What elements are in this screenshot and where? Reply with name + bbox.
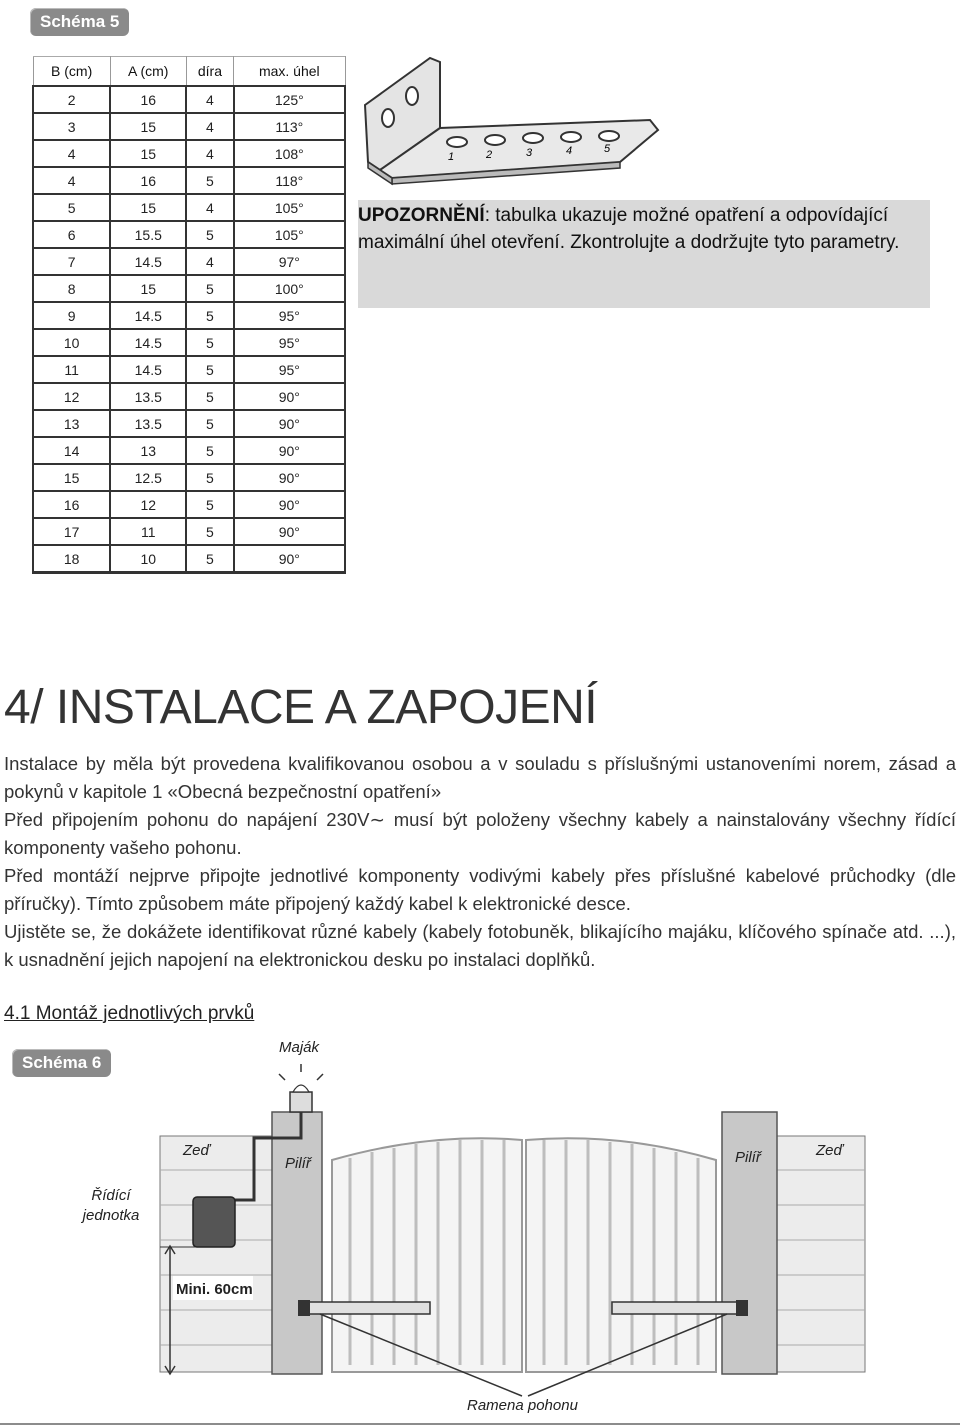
cell-hole: 5	[186, 464, 233, 491]
cell-max-angle: 90°	[234, 491, 345, 518]
cell-hole: 5	[186, 167, 233, 194]
left-pillar	[272, 1112, 322, 1374]
cell-b: 14	[33, 437, 110, 464]
beacon-lamp	[290, 1092, 312, 1112]
warning-label: UPOZORNĚNÍ	[358, 205, 485, 226]
cell-hole: 4	[186, 113, 233, 140]
cell-max-angle: 105°	[234, 221, 345, 248]
cell-b: 11	[33, 356, 110, 383]
cell-max-angle: 100°	[234, 275, 345, 302]
cell-max-angle: 118°	[234, 167, 345, 194]
cell-hole: 4	[186, 194, 233, 221]
cell-b: 13	[33, 410, 110, 437]
cell-b: 10	[33, 329, 110, 356]
cell-b: 12	[33, 383, 110, 410]
cell-hole: 5	[186, 383, 233, 410]
arms-label: Ramena pohonu	[467, 1397, 578, 1414]
control-unit-box	[193, 1197, 235, 1247]
cell-max-angle: 125°	[234, 86, 345, 113]
wall-left-label: Zeď	[183, 1142, 210, 1159]
cell-b: 4	[33, 167, 110, 194]
subsection-heading: 4.1 Montáž jednotlivých prvků	[4, 1003, 255, 1024]
cell-hole: 4	[186, 248, 233, 275]
beacon-label: Maják	[279, 1039, 320, 1056]
cell-b: 4	[33, 140, 110, 167]
gate-diagram	[0, 1064, 960, 1424]
warning-text: : tabulka ukazuje možné opatření a odpovídající maximální úhel otevření. Zkontrolujte a dodržujte tyto parametry.	[358, 205, 900, 253]
left-actuator	[300, 1302, 430, 1314]
pillar-right-label: Pilíř	[735, 1149, 761, 1166]
warning-box	[358, 200, 930, 308]
cell-max-angle: 95°	[234, 329, 345, 356]
cell-b: 6	[33, 221, 110, 248]
cell-a: 15	[110, 140, 186, 167]
cell-a: 13.5	[110, 383, 186, 410]
header-b: B (cm)	[33, 57, 110, 87]
cell-hole: 5	[186, 491, 233, 518]
cell-max-angle: 90°	[234, 437, 345, 464]
cell-a: 16	[110, 86, 186, 113]
header-a: A (cm)	[110, 57, 186, 87]
cell-b: 17	[33, 518, 110, 545]
cell-max-angle: 95°	[234, 356, 345, 383]
cell-b: 16	[33, 491, 110, 518]
paragraph-4: Ujistěte se, že dokážete identifikovat různé kabely (kabely fotobuněk, blikajícího majáku, klíčového spínače atd. ...), k usnadnění jejich napojení na elektronickou desku po instalaci doplňků.	[4, 921, 956, 970]
cell-max-angle: 108°	[234, 140, 345, 167]
cell-b: 5	[33, 194, 110, 221]
cell-b: 7	[33, 248, 110, 275]
pillar-left-label: Pilíř	[285, 1155, 311, 1172]
cell-a: 13.5	[110, 410, 186, 437]
hole-number-5: 5	[604, 143, 611, 155]
cell-a: 14.5	[110, 248, 186, 275]
cell-max-angle: 95°	[234, 302, 345, 329]
section-title: 4/ INSTALACE A ZAPOJENÍ	[4, 681, 598, 734]
hole-number-3: 3	[526, 147, 533, 159]
cell-b: 8	[33, 275, 110, 302]
cell-max-angle: 90°	[234, 464, 345, 491]
cell-a: 15	[110, 275, 186, 302]
cell-max-angle: 113°	[234, 113, 345, 140]
cell-hole: 5	[186, 275, 233, 302]
schema-6-badge: Schéma 6	[12, 1049, 111, 1077]
section-body	[4, 750, 956, 974]
cell-a: 14.5	[110, 302, 186, 329]
cell-a: 13	[110, 437, 186, 464]
paragraph-1: Instalace by měla být provedena kvalifikovanou osobou a v souladu s příslušnými ustanoveními norem, zásad a pokynů v kapitole 1 «Obecná bezpečnostní opatření»	[4, 753, 956, 802]
cell-max-angle: 90°	[234, 518, 345, 545]
cell-hole: 5	[186, 302, 233, 329]
cell-hole: 5	[186, 518, 233, 545]
bracket-hole-upper	[406, 87, 418, 105]
paragraph-3: Před montáží nejprve připojte jednotlivé komponenty vodivými kabely přes příslušné kabelové průchodky (dle příručky). Tímto způsobem máte připojený každý kabel k elektronické desce.	[4, 865, 956, 914]
cell-hole: 5	[186, 221, 233, 248]
cell-a: 12	[110, 491, 186, 518]
cell-a: 14.5	[110, 329, 186, 356]
cell-a: 16	[110, 167, 186, 194]
control-unit-label: Řídící jednotka	[82, 1187, 140, 1224]
cell-b: 2	[33, 86, 110, 113]
bracket-hole-lower	[382, 109, 394, 127]
hole-number-2: 2	[486, 149, 493, 161]
header-hole: díra	[186, 57, 233, 87]
cell-a: 15	[110, 194, 186, 221]
cell-a: 15.5	[110, 221, 186, 248]
hole-number-4: 4	[566, 145, 573, 157]
cell-max-angle: 90°	[234, 410, 345, 437]
cell-hole: 4	[186, 140, 233, 167]
cell-hole: 5	[186, 410, 233, 437]
cell-hole: 5	[186, 437, 233, 464]
schema-5-badge: Schéma 5	[30, 8, 129, 36]
cell-hole: 4	[186, 86, 233, 113]
cell-b: 9	[33, 302, 110, 329]
cell-max-angle: 90°	[234, 383, 345, 410]
hole-number-1: 1	[448, 151, 455, 163]
right-gate-leaf	[526, 1138, 716, 1372]
cell-hole: 5	[186, 356, 233, 383]
right-actuator	[612, 1302, 744, 1314]
cell-a: 14.5	[110, 356, 186, 383]
cell-max-angle: 90°	[234, 545, 345, 573]
left-gate-leaf	[332, 1138, 522, 1372]
cell-max-angle: 97°	[234, 248, 345, 275]
cell-b: 15	[33, 464, 110, 491]
cell-max-angle: 105°	[234, 194, 345, 221]
cell-a: 11	[110, 518, 186, 545]
paragraph-2: Před připojením pohonu do napájení 230V∼ musí být položeny všechny kabely a nainstalovány všechny řídící komponenty vašeho pohonu.	[4, 809, 956, 858]
cell-a: 12.5	[110, 464, 186, 491]
cell-hole: 5	[186, 329, 233, 356]
cell-hole: 5	[186, 545, 233, 573]
cell-a: 15	[110, 113, 186, 140]
cell-b: 18	[33, 545, 110, 573]
bracket-illustration	[365, 58, 658, 184]
wall-right-label: Zeď	[816, 1142, 843, 1159]
cell-a: 10	[110, 545, 186, 573]
header-max-angle: max. úhel	[234, 57, 345, 87]
cell-b: 3	[33, 113, 110, 140]
min-height-label: Mini. 60cm	[176, 1281, 253, 1298]
right-wall	[777, 1136, 865, 1372]
